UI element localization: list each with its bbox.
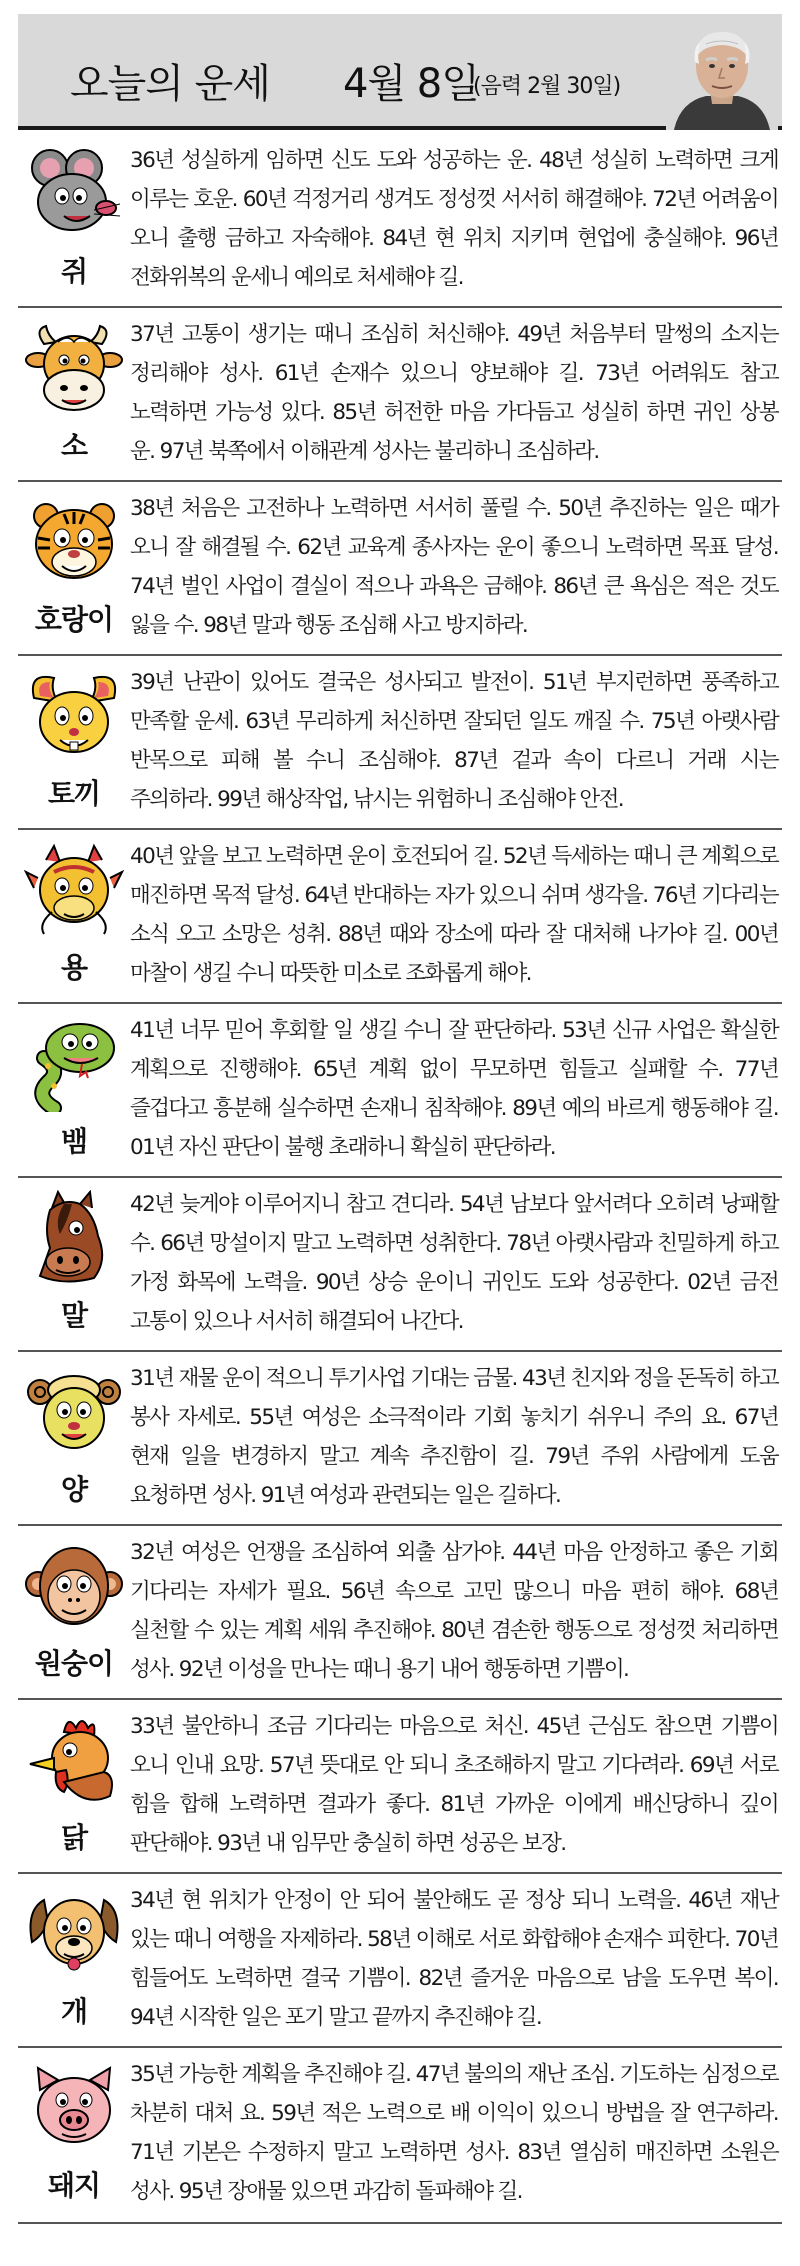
zodiac-name: 개 <box>60 1995 88 2028</box>
ox-icon <box>24 320 124 416</box>
fortune-row-monkey <box>18 1524 782 1700</box>
fortune-text: 42년 늦게야 이루어지니 참고 견디라. 54년 남보다 앞서려다 오히려 낭패할 수. 66년 망설이지 말고 노력하면 성취한다. 78년 아랫사람과 친밀하게 하고 가정 화목에 노력을. 90년 상승 운이니 귀인도 도와 성공한다. 02년 금전 고통이 있으나 서서히 해결되어 나간다. <box>130 1192 778 1334</box>
header-banner <box>18 14 782 130</box>
fortune-row-pig <box>18 2046 782 2224</box>
zodiac-name: 말 <box>60 1299 88 1332</box>
fortune-row-dragon <box>18 828 782 1004</box>
fortune-text: 41년 너무 믿어 후회할 일 생길 수니 잘 판단하라. 53년 신규 사업은 확실한 계획으로 진행해야. 65년 계획 없이 무모하면 힘들고 실패할 수. 77년 즐겁다고 흥분해 실수하면 손재니 침착해야. 89년 예의 바르게 행동해야 길. 01년 자신 판단이 불행 초래하니 확실히 판단하라. <box>130 1018 778 1160</box>
lunar-date: (음력 2월 30일) <box>473 74 621 99</box>
fortune-text: 34년 현 위치가 안정이 안 되어 불안해도 곧 정상 되니 노력을. 46년 재난 있는 때니 여행을 자제하라. 58년 이해로 서로 화합해야 손재수 피한다. 70년 힘들어도 노력하면 결국 기쁨이. 82년 즐거운 마음으로 남을 도우면 복이. 94년 시작한 일은 포기 말고 끝까지 추진해야 길. <box>130 1888 778 2030</box>
fortune-row-rat <box>18 132 782 308</box>
date-label: 4월 8일 <box>343 61 479 107</box>
fortune-text: 39년 난관이 있어도 결국은 성사되고 발전이. 51년 부지런하면 풍족하고 만족할 운세. 63년 무리하게 처신하면 잘되던 일도 깨질 수. 75년 아랫사람 반목으로 피해 볼 수니 조심해야. 87년 겉과 속이 다르니 거래 시는 주의하라. 99년 해상작업, 낚시는 위험하니 조심해야 안전. <box>130 670 778 812</box>
fortune-text: 37년 고통이 생기는 때니 조심히 처신해야. 49년 처음부터 말썽의 소지는 정리해야 성사. 61년 손재수 있으니 양보해야 길. 73년 어려워도 참고 노력하면 가능성 있다. 85년 허전한 마음 가다듬고 성실히 하면 귀인 상봉 운. 97년 북쪽에서 이해관계 성사는 불리하니 조심하라. <box>130 322 778 464</box>
fortune-row-snake <box>18 1002 782 1178</box>
zodiac-name: 양 <box>60 1473 88 1506</box>
zodiac-name: 용 <box>60 951 88 984</box>
fortune-text: 32년 여성은 언쟁을 조심하여 외출 삼가야. 44년 마음 안정하고 좋은 기회 기다리는 자세가 필요. 56년 속으로 고민 많으니 마음 편히 해야. 68년 실천할 수 있는 계획 세워 추진해야. 80년 겸손한 행동으로 정성껏 처리하면 성사. 92년 이성을 만나는 때니 용기 내어 행동하면 기쁨이. <box>130 1540 778 1682</box>
zodiac-name: 원숭이 <box>34 1647 114 1680</box>
zodiac-name: 뱀 <box>60 1125 88 1158</box>
fortune-text: 36년 성실하게 임하면 신도 도와 성공하는 운. 48년 성실히 노력하면 크게 이루는 호운. 60년 걱정거리 생겨도 정성껏 서서히 해결해야. 72년 어려움이 오니 출행 금하고 자숙해야. 84년 현 위치 지키며 현업에 충실해야. 96년 전화위복의 운세니 예의로 처세해야 길. <box>130 148 778 290</box>
fortune-row-sheep <box>18 1350 782 1526</box>
zodiac-name: 호랑이 <box>34 603 114 636</box>
tiger-icon <box>24 494 124 590</box>
dragon-icon <box>24 842 124 938</box>
fortune-row-ox <box>18 306 782 482</box>
rat-icon <box>24 146 124 242</box>
fortune-text: 31년 재물 운이 적으니 투기사업 기대는 금물. 43년 친지와 정을 돈독히 하고 봉사 자세로. 55년 여성은 소극적이라 기회 놓치기 쉬우니 주의 요. 67년 현재 일을 변경하지 말고 계속 추진함이 길. 79년 주위 사람에게 도움 요청하면 성사. 91년 여성과 관련되는 일은 길하다. <box>130 1366 778 1508</box>
page-title: 오늘의 운세 <box>70 61 270 107</box>
snake-icon <box>24 1016 124 1112</box>
fortune-row-horse <box>18 1176 782 1352</box>
fortune-row-dog <box>18 1872 782 2048</box>
zodiac-name: 닭 <box>60 1821 88 1854</box>
zodiac-name: 쥐 <box>60 255 88 288</box>
sheep-icon <box>24 1364 124 1460</box>
fortune-text: 35년 가능한 계획을 추진해야 길. 47년 불의의 재난 조심. 기도하는 심정으로 차분히 대처 요. 59년 적은 노력으로 배 이익이 있으니 방법을 잘 연구하라. 71년 기본은 수정하지 말고 노력하면 성사. 83년 열심히 매진하면 소원은 성사. 95년 장애물 있으면 과감히 돌파해야 길. <box>130 2062 778 2204</box>
zodiac-name: 토끼 <box>47 777 101 810</box>
dog-icon <box>24 1886 124 1982</box>
monkey-icon <box>24 1538 124 1634</box>
fortune-row-tiger <box>18 480 782 656</box>
fortune-text: 33년 불안하니 조금 기다리는 마음으로 처신. 45년 근심도 참으면 기쁨이 오니 인내 요망. 57년 뜻대로 안 되니 초조해하지 말고 기다려라. 69년 서로 힘을 합해 노력하면 결과가 좋다. 81년 가까운 이에게 배신당하니 깊이 판단해야. 93년 내 임무만 충실히 하면 성공은 보장. <box>130 1714 778 1856</box>
fortune-row-rabbit <box>18 654 782 830</box>
rooster-icon <box>24 1712 124 1808</box>
fortune-row-rooster <box>18 1698 782 1874</box>
zodiac-name: 소 <box>60 429 88 462</box>
pig-icon <box>24 2060 124 2156</box>
rabbit-icon <box>24 668 124 764</box>
horse-icon <box>24 1190 124 1286</box>
fortune-text: 38년 처음은 고전하나 노력하면 서서히 풀릴 수. 50년 추진하는 일은 때가 오니 잘 해결될 수. 62년 교육계 종사자는 운이 좋으니 노력하면 목표 달성. 74년 벌인 사업이 결실이 적으나 과욕은 금해야. 86년 큰 욕심은 적은 것도 잃을 수. 98년 말과 행동 조심해 사고 방지하라. <box>130 496 778 638</box>
author-portrait <box>666 18 778 130</box>
zodiac-name: 돼지 <box>47 2169 101 2202</box>
fortune-text: 40년 앞을 보고 노력하면 운이 호전되어 길. 52년 득세하는 때니 큰 계획으로 매진하면 목적 달성. 64년 반대하는 자가 있으니 쉬며 생각을. 76년 기다리는 소식 오고 소망은 성취. 88년 때와 장소에 따라 잘 대처해 나가야 길. 00년 마찰이 생길 수니 따뜻한 미소로 조화롭게 해야. <box>130 844 778 986</box>
